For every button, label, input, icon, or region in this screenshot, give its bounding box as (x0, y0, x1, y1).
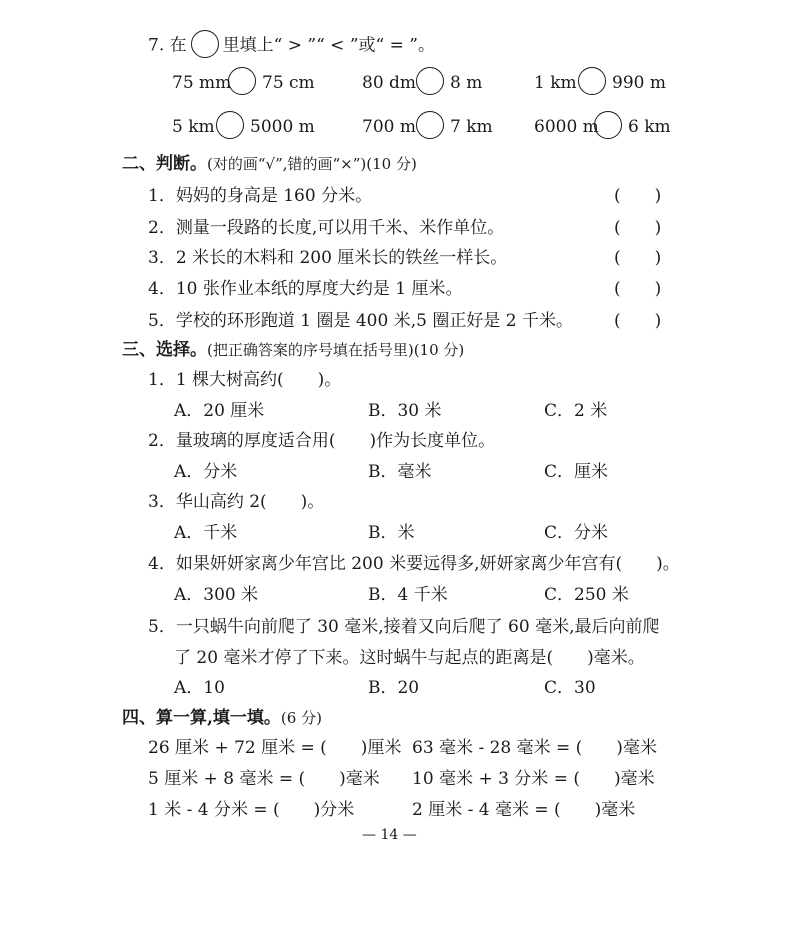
compare-circle[interactable] (416, 67, 444, 95)
section4-heading (122, 710, 322, 727)
section4-title: 四、算一算,填一填。 (122, 708, 281, 728)
calc-3-left[interactable]: 1 米 - 4 分米 = ( )分米 (148, 800, 355, 820)
compare-circle[interactable] (228, 67, 256, 95)
judge-item-3: 3．2 米长的木料和 200 厘米长的铁丝一样长。 (148, 248, 508, 268)
choice-4-option-a[interactable]: A．300 米 (174, 585, 259, 605)
choice-question-5-cont: 了 20 毫米才停了下来。这时蜗牛与起点的距离是( )毫米。 (174, 648, 645, 668)
q7-suffix: 里填上“ > ”“ < ”或“ = ”。 (222, 35, 435, 56)
choice-2-option-c[interactable]: C．厘米 (544, 462, 609, 482)
q7-number: 7. (148, 35, 165, 56)
judge-answer-5[interactable]: ( ) (614, 311, 662, 331)
q7-prefix: 在 (169, 35, 187, 56)
judge-item-4: 4．10 张作业本纸的厚度大约是 1 厘米。 (148, 279, 463, 299)
q7-instruction (148, 32, 435, 60)
judge-item-1: 1．妈妈的身高是 160 分米。 (148, 186, 373, 206)
q7-row2-item1-left: 5 km (172, 117, 215, 137)
q7-row2-item1-right: 5000 m (250, 117, 315, 137)
section4-note: (6 分) (280, 709, 322, 727)
calc-2-right[interactable]: 10 毫米 + 3 分米 = ( )毫米 (412, 769, 655, 789)
q7-row1-item3-left: 1 km (534, 73, 577, 93)
q7-row1-item3-right: 990 m (612, 73, 666, 93)
choice-5-option-b[interactable]: B．20 (368, 678, 420, 698)
calc-1-right[interactable]: 63 毫米 - 28 毫米 = ( )毫米 (412, 738, 657, 758)
section2-title: 二、判断。 (122, 154, 207, 174)
q7-row1-item2-right: 8 m (450, 73, 483, 93)
judge-answer-4[interactable]: ( ) (614, 279, 662, 299)
choice-4-option-c[interactable]: C．250 米 (544, 585, 629, 605)
choice-question-5: 5．一只蜗牛向前爬了 30 毫米,接着又向后爬了 60 毫米,最后向前爬 (148, 617, 660, 637)
judge-answer-2[interactable]: ( ) (614, 218, 662, 238)
compare-circle[interactable] (594, 111, 622, 139)
q7-row1-item1-left: 75 mm (172, 73, 232, 93)
choice-2-option-a[interactable]: A．分米 (174, 462, 238, 482)
judge-item-5: 5．学校的环形跑道 1 圈是 400 米,5 圈正好是 2 千米。 (148, 311, 573, 331)
choice-question-4: 4．如果妍妍家离少年宫比 200 米要远得多,妍妍家离少年宫有( )。 (148, 554, 680, 574)
page-number: — 14 — (362, 827, 417, 843)
q7-row2-item2-right: 7 km (450, 117, 493, 137)
section2-heading (122, 156, 417, 173)
section2-note: (对的画“√”,错的画“×”)(10 分) (207, 155, 417, 173)
choice-question-2: 2．量玻璃的厚度适合用( )作为长度单位。 (148, 431, 496, 451)
compare-circle[interactable] (216, 111, 244, 139)
section3-heading (122, 342, 464, 359)
q7-row1-item2-left: 80 dm (362, 73, 417, 93)
q7-row2-item3-right: 6 km (628, 117, 671, 137)
choice-question-3: 3．华山高约 2( )。 (148, 492, 325, 512)
judge-answer-3[interactable]: ( ) (614, 248, 662, 268)
choice-1-option-a[interactable]: A．20 厘米 (174, 401, 265, 421)
calc-1-left[interactable]: 26 厘米 + 72 厘米 = ( )厘米 (148, 738, 402, 758)
choice-question-1: 1．1 棵大树高约( )。 (148, 370, 342, 390)
choice-3-option-c[interactable]: C．分米 (544, 523, 609, 543)
compare-circle[interactable] (416, 111, 444, 139)
judge-answer-1[interactable]: ( ) (614, 186, 662, 206)
q7-row2-item3-left: 6000 m (534, 117, 599, 137)
choice-5-option-a[interactable]: A．10 (174, 678, 225, 698)
choice-3-option-b[interactable]: B．米 (368, 523, 415, 543)
compare-circle[interactable] (578, 67, 606, 95)
choice-1-option-c[interactable]: C．2 米 (544, 401, 608, 421)
calc-2-left[interactable]: 5 厘米 + 8 毫米 = ( )毫米 (148, 769, 380, 789)
choice-4-option-b[interactable]: B．4 千米 (368, 585, 448, 605)
choice-3-option-a[interactable]: A．千米 (174, 523, 238, 543)
choice-5-option-c[interactable]: C．30 (544, 678, 596, 698)
calc-3-right[interactable]: 2 厘米 - 4 毫米 = ( )毫米 (412, 800, 636, 820)
section3-title: 三、选择。 (122, 340, 207, 360)
choice-1-option-b[interactable]: B．30 米 (368, 401, 442, 421)
choice-2-option-b[interactable]: B．毫米 (368, 462, 432, 482)
judge-item-2: 2．测量一段路的长度,可以用千米、米作单位。 (148, 218, 505, 238)
q7-row2-item2-left: 700 m (362, 117, 416, 137)
q7-row1-item1-right: 75 cm (262, 73, 315, 93)
compare-circle-example (191, 30, 219, 58)
section3-note: (把正确答案的序号填在括号里)(10 分) (207, 341, 465, 359)
